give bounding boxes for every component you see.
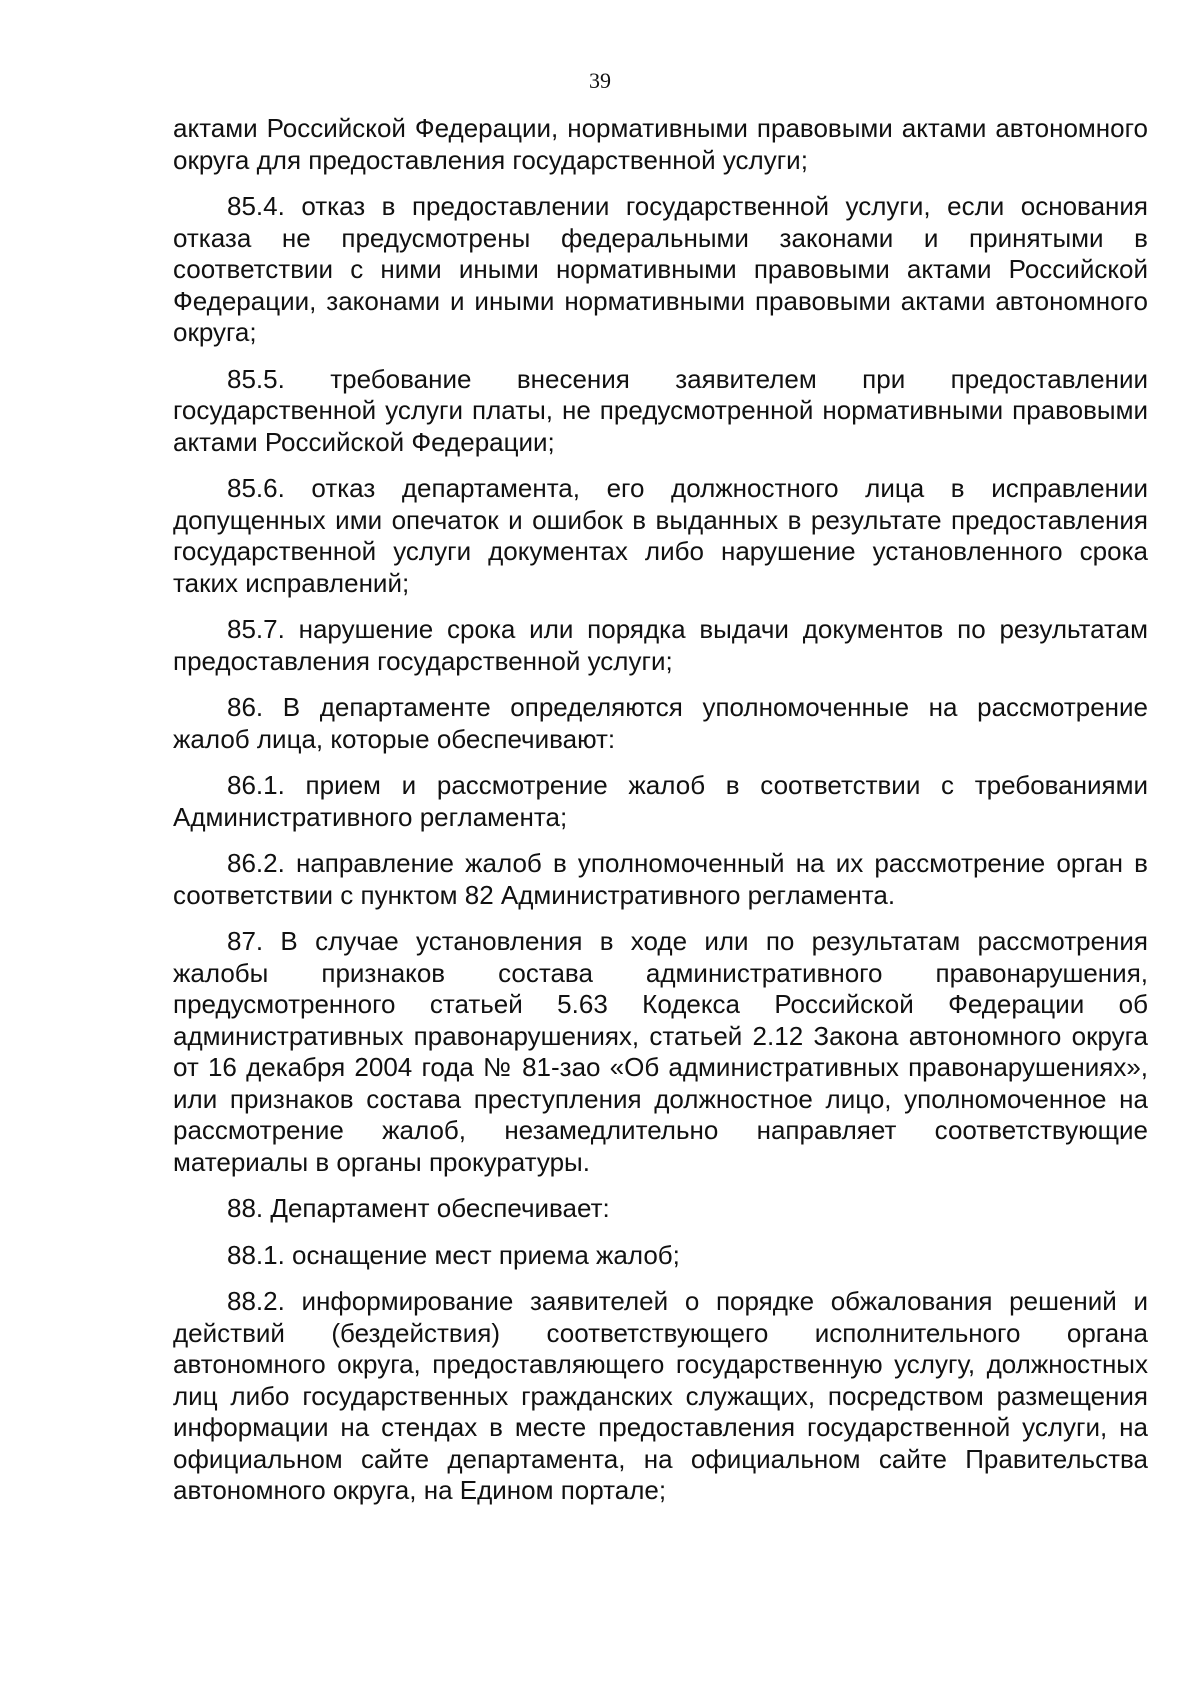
document-body xyxy=(173,113,1148,1522)
paragraph-85-6: 85.6. отказ департамента, его должностного лица в исправлении допущенных ими опечаток и ошибок в выданных в результате предоставления государственной услуги документах либо нарушение установленного срока таких исправлений; xyxy=(173,473,1148,598)
paragraph-88-2: 88.2. информирование заявителей о порядке обжалования решений и действий (бездействия) соответствующего исполнительного органа автономного округа, предоставляющего государственную услугу, должностных лиц либо государственных гражданских служащих, посредством размещения информации на стендах в месте предоставления государственной услуги, на официальном сайте департамента, на официальном сайте Правительства автономного округа, на Едином портале; xyxy=(173,1286,1148,1505)
paragraph-85-5: 85.5. требование внесения заявителем при предоставлении государственной услуги платы, не предусмотренной нормативными правовыми актами Российской Федерации; xyxy=(173,363,1148,457)
paragraph-86-1: 86.1. прием и рассмотрение жалоб в соответствии с требованиями Административного регламента; xyxy=(173,770,1148,832)
page-number: 39 xyxy=(589,68,611,93)
paragraph-85-4: 85.4. отказ в предоставлении государственной услуги, если основания отказа не предусмотрены федеральными законами и принятыми в соответствии с ними иными нормативными правовыми актами Российской Федерации, законами и иными нормативными правовыми актами автономного округа; xyxy=(173,191,1148,347)
paragraph-85-7: 85.7. нарушение срока или порядка выдачи документов по результатам предоставления государственной услуги; xyxy=(173,614,1148,676)
paragraph-88-1: 88.1. оснащение мест приема жалоб; xyxy=(227,1239,680,1270)
paragraph-86-2: 86.2. направление жалоб в уполномоченный на их рассмотрение орган в соответствии с пунктом 82 Административного регламента. xyxy=(173,848,1148,910)
paragraph-88: 88. Департамент обеспечивает: xyxy=(227,1193,610,1223)
paragraph-87: 87. В случае установления в ходе или по результатам рассмотрения жалобы признаков состава административного правонарушения, предусмотренного статьей 5.63 Кодекса Российской Федерации об административных правонарушениях, статьей 2.12 Закона автономного округа от 16 декабря 2004 года № 81-зао «Об административных правонарушениях», или признаков состава преступления должностное лицо, уполномоченное на рассмотрение жалоб, незамедлительно направляет соответствующие материалы в органы прокуратуры. xyxy=(173,926,1148,1177)
paragraph-86: 86. В департаменте определяются уполномоченные на рассмотрение жалоб лица, которые обеспечивают: xyxy=(173,692,1148,754)
paragraph-continuation: актами Российской Федерации, нормативными правовыми актами автономного округа для предоставления государственной услуги; xyxy=(173,113,1148,175)
